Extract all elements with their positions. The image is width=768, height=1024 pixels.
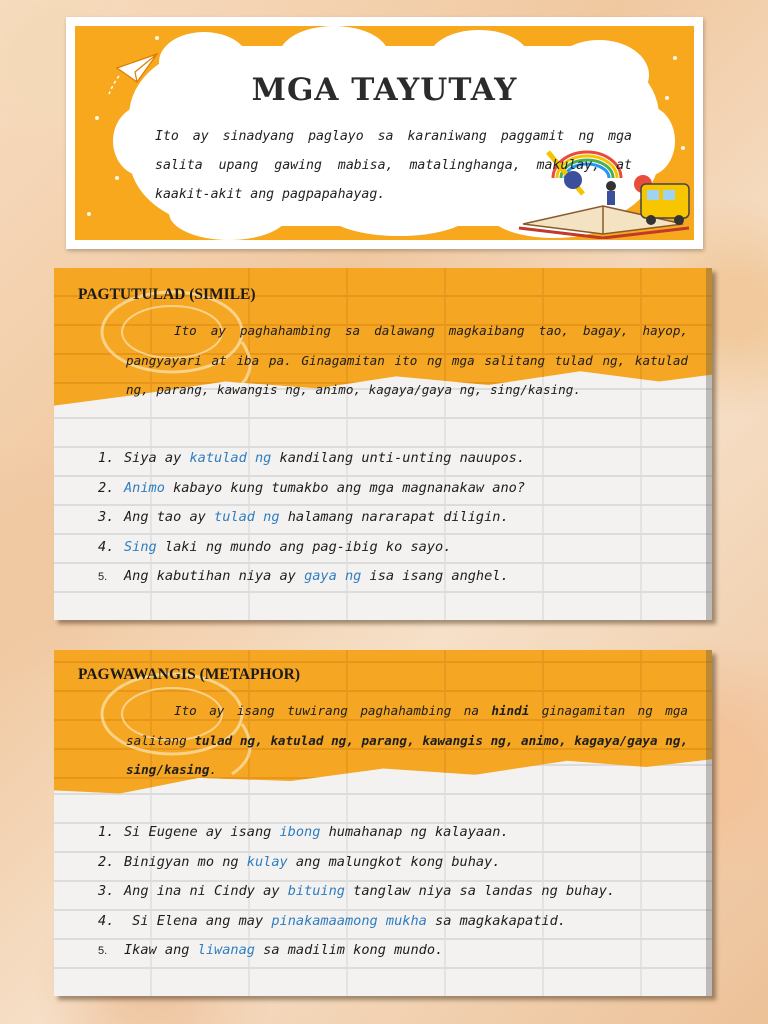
metaphor-section xyxy=(54,650,712,996)
simile-title: PAGTUTULAD (SIMILE) xyxy=(78,286,256,303)
header-card xyxy=(66,17,703,249)
list-item: 2. Binigyan mo ng kulay ang malungkot kong buhay. xyxy=(98,853,501,870)
list-item: 4. Sing laki ng mundo ang pag-ibig ko sayo. xyxy=(98,538,452,555)
intro-definition: Ito ay sinadyang paglayo sa karaniwang paggamit ng mga salita upang gawing mabisa, matalinghanga, makulay, at kaakit-akit ang pagpapahayag. xyxy=(155,129,632,202)
simile-examples xyxy=(98,444,525,592)
list-item: 2. Animo kabayo kung tumakbo ang mga magnanakaw ano? xyxy=(98,479,526,496)
list-item: 3. Ang ina ni Cindy ay bituing tanglaw niya sa landas ng buhay. xyxy=(98,883,616,899)
list-item: 1. Si Eugene ay isang ibong humahanap ng kalayaan. xyxy=(98,824,509,840)
simile-section xyxy=(54,268,712,620)
metaphor-definition: Ito ay isang tuwirang paghahambing na hindi ginagamitan ng mga salitang tulad ng, katulad ng, parang, kawangis ng, animo, kagaya/gaya ng, sing/kasing. xyxy=(126,703,689,777)
list-item: 1. Siya ay katulad ng kandilang unti-unting nauupos. xyxy=(98,450,526,466)
metaphor-title: PAGWAWANGIS (METAPHOR) xyxy=(78,666,301,683)
simile-definition: Ito ay paghahambing sa dalawang magkaibang tao, bagay, hayop, pangyayari at iba pa. Ginagamitan ito ng mga salitang tulad ng, katulad ng, parang, kawangis ng, animo, kagaya/gaya ng, sing/kasing. xyxy=(126,323,688,397)
metaphor-examples xyxy=(98,818,615,966)
list-item: 4. Si Elena ang may pinakamaamong mukha sa magkakapatid. xyxy=(98,912,566,929)
list-item: 5. Ikaw ang liwanag sa madilim kong mundo. xyxy=(98,942,444,958)
list-item: 3. Ang tao ay tulad ng halamang nararapat diligin. xyxy=(98,509,509,525)
list-item: 5. Ang kabutihan niya ay gaya ng isa isang anghel. xyxy=(98,568,509,584)
header-banner xyxy=(75,26,694,240)
page-title: MGA TAYUTAY xyxy=(251,72,518,108)
